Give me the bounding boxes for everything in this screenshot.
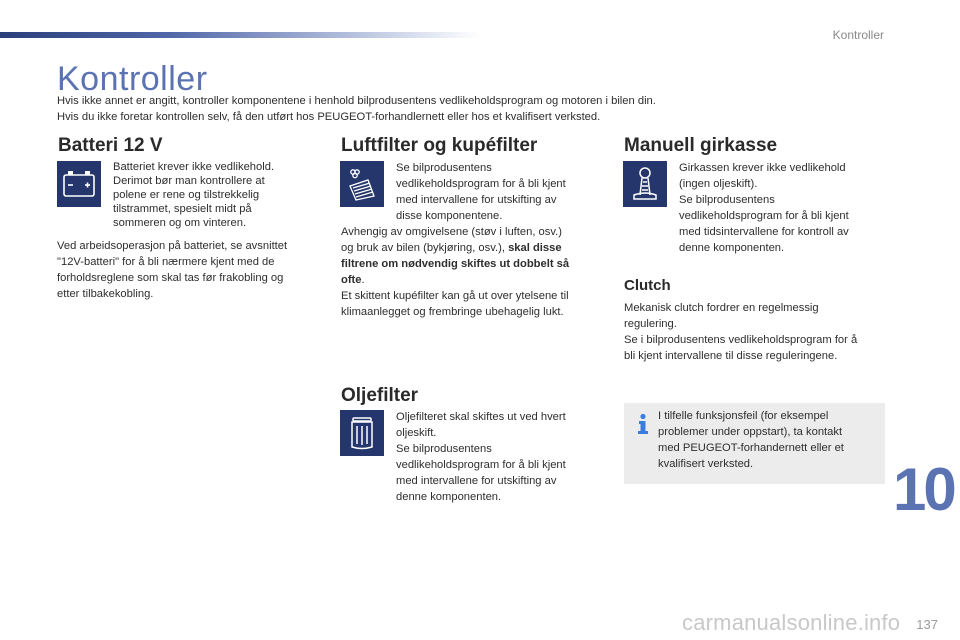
air-filter-text-line: disse komponentene. (396, 210, 503, 222)
air-filter-body-line (341, 240, 569, 256)
watermark: carmanualsonline.info (682, 610, 901, 635)
battery-body-line: "12V-batteri" for å bli nærmere kjent med de (57, 256, 275, 268)
info-icon (636, 413, 650, 435)
gearbox-text-line: (ingen oljeskift). (679, 178, 758, 190)
battery-body-line: forholdsreglene som skal tas før frakobling og (57, 272, 284, 284)
info-text-line: problemer under oppstart), ta kontakt (658, 426, 843, 438)
battery-text-line: polene er rene og tilstrekkelig (113, 189, 260, 201)
air-filter-body-emphasis: filtrene om nødvendig skiftes ut dobbelt så (341, 258, 570, 270)
air-filter-icon (340, 161, 384, 207)
battery-text-line: Batteriet krever ikke vedlikehold. (113, 161, 275, 173)
battery-body (57, 238, 287, 302)
battery-text-line: tilstrammet, spesielt midt på (113, 203, 252, 215)
info-text-line: kvalifisert verksted. (658, 458, 754, 470)
oil-filter-text-line: denne komponenten. (396, 491, 502, 503)
oil-filter-section-title: Oljefilter (341, 385, 419, 406)
oil-filter-text-line: oljeskift. (396, 427, 437, 439)
intro-line: Hvis du ikke foretar kontrollen selv, få den utført hos PEUGEOT-forhandlernett eller hos et kvalifisert verksted. (57, 111, 601, 123)
air-filter-body-line (341, 272, 569, 288)
clutch-text-line: Mekanisk clutch fordrer en regelmessig (624, 302, 819, 314)
battery-body-line: Ved arbeidsoperasjon på batteriet, se avsnittet (57, 240, 288, 252)
gearbox-text-line: Girkassen krever ikke vedlikehold (679, 162, 846, 174)
air-filter-body-line (341, 256, 569, 272)
page-title: Kontroller (57, 60, 208, 98)
info-text-line: I tilfelle funksjonsfeil (for eksempel (658, 410, 829, 422)
gearbox-text-line: denne komponenten. (679, 242, 785, 254)
battery-icon (57, 161, 101, 207)
battery-body-line: etter tilbakekobling. (57, 288, 154, 300)
clutch-text-line: bli kjent intervallene til disse reguleringene. (624, 350, 838, 362)
air-filter-text-line: med intervallene for utskifting av (396, 194, 557, 206)
battery-text-line: sommeren og om vinteren. (113, 217, 247, 229)
battery-text-line: Derimot bør man kontrollere at (113, 175, 265, 187)
intro-line: Hvis ikke annet er angitt, kontroller komponentene i henhold bilprodusentens vedlikeholdsprogram og motoren i bilen din. (57, 95, 656, 107)
gearbox-text (679, 160, 849, 256)
gearbox-text-line: med tidsintervallene for kontroll av (679, 226, 849, 238)
header-section-label: Kontroller (832, 28, 884, 42)
clutch-text (624, 300, 857, 364)
battery-text (113, 160, 274, 230)
oil-filter-text-line: Oljefilteret skal skiftes ut ved hvert (396, 411, 566, 423)
gearbox-section-title: Manuell girkasse (624, 135, 778, 156)
intro-text (57, 93, 917, 125)
info-text-line: med PEUGEOT-forhandernett eller et (658, 442, 844, 454)
air-filter-body-emphasis: ofte (341, 274, 362, 286)
air-filter-body-line: Et skittent kupéfilter kan gå ut over ytelsene til (341, 290, 569, 302)
air-filter-text-line: vedlikeholdsprogram for å bli kjent (396, 178, 566, 190)
oil-filter-text-line: med intervallene for utskifting av (396, 475, 557, 487)
gear-lever-icon (623, 161, 667, 207)
air-filter-body-text: og bruk av bilen (bykjøring, osv.), (341, 242, 505, 254)
gearbox-text-line: vedlikeholdsprogram for å bli kjent (679, 210, 849, 222)
page-number: 137 (916, 617, 938, 632)
air-filter-section-title: Luftfilter og kupéfilter (341, 135, 538, 156)
battery-section-title: Batteri 12 V (58, 135, 163, 156)
clutch-section-title: Clutch (624, 277, 671, 294)
air-filter-text-line: Se bilprodusentens (396, 162, 492, 174)
air-filter-text (396, 160, 566, 224)
oil-filter-text-line: Se bilprodusentens (396, 443, 492, 455)
oil-filter-text-line: vedlikeholdsprogram for å bli kjent (396, 459, 566, 471)
air-filter-body-text: . (361, 274, 365, 286)
info-box (624, 403, 885, 484)
air-filter-body-line: klimaanlegget og frembringe ubehagelig lukt. (341, 306, 564, 318)
clutch-text-line: regulering. (624, 318, 677, 330)
gearbox-text-line: Se bilprodusentens (679, 194, 775, 206)
oil-filter-text (396, 409, 566, 505)
header-accent-bar (0, 32, 480, 38)
oil-filter-icon (340, 410, 384, 456)
air-filter-body-line: Avhengig av omgivelsene (støv i luften, osv.) (341, 226, 562, 238)
air-filter-body (341, 224, 569, 320)
info-text (658, 408, 844, 472)
air-filter-body-emphasis: skal disse (508, 242, 562, 254)
chapter-number: 10 (893, 456, 954, 523)
clutch-text-line: Se i bilprodusentens vedlikeholdsprogram for å (624, 334, 858, 346)
